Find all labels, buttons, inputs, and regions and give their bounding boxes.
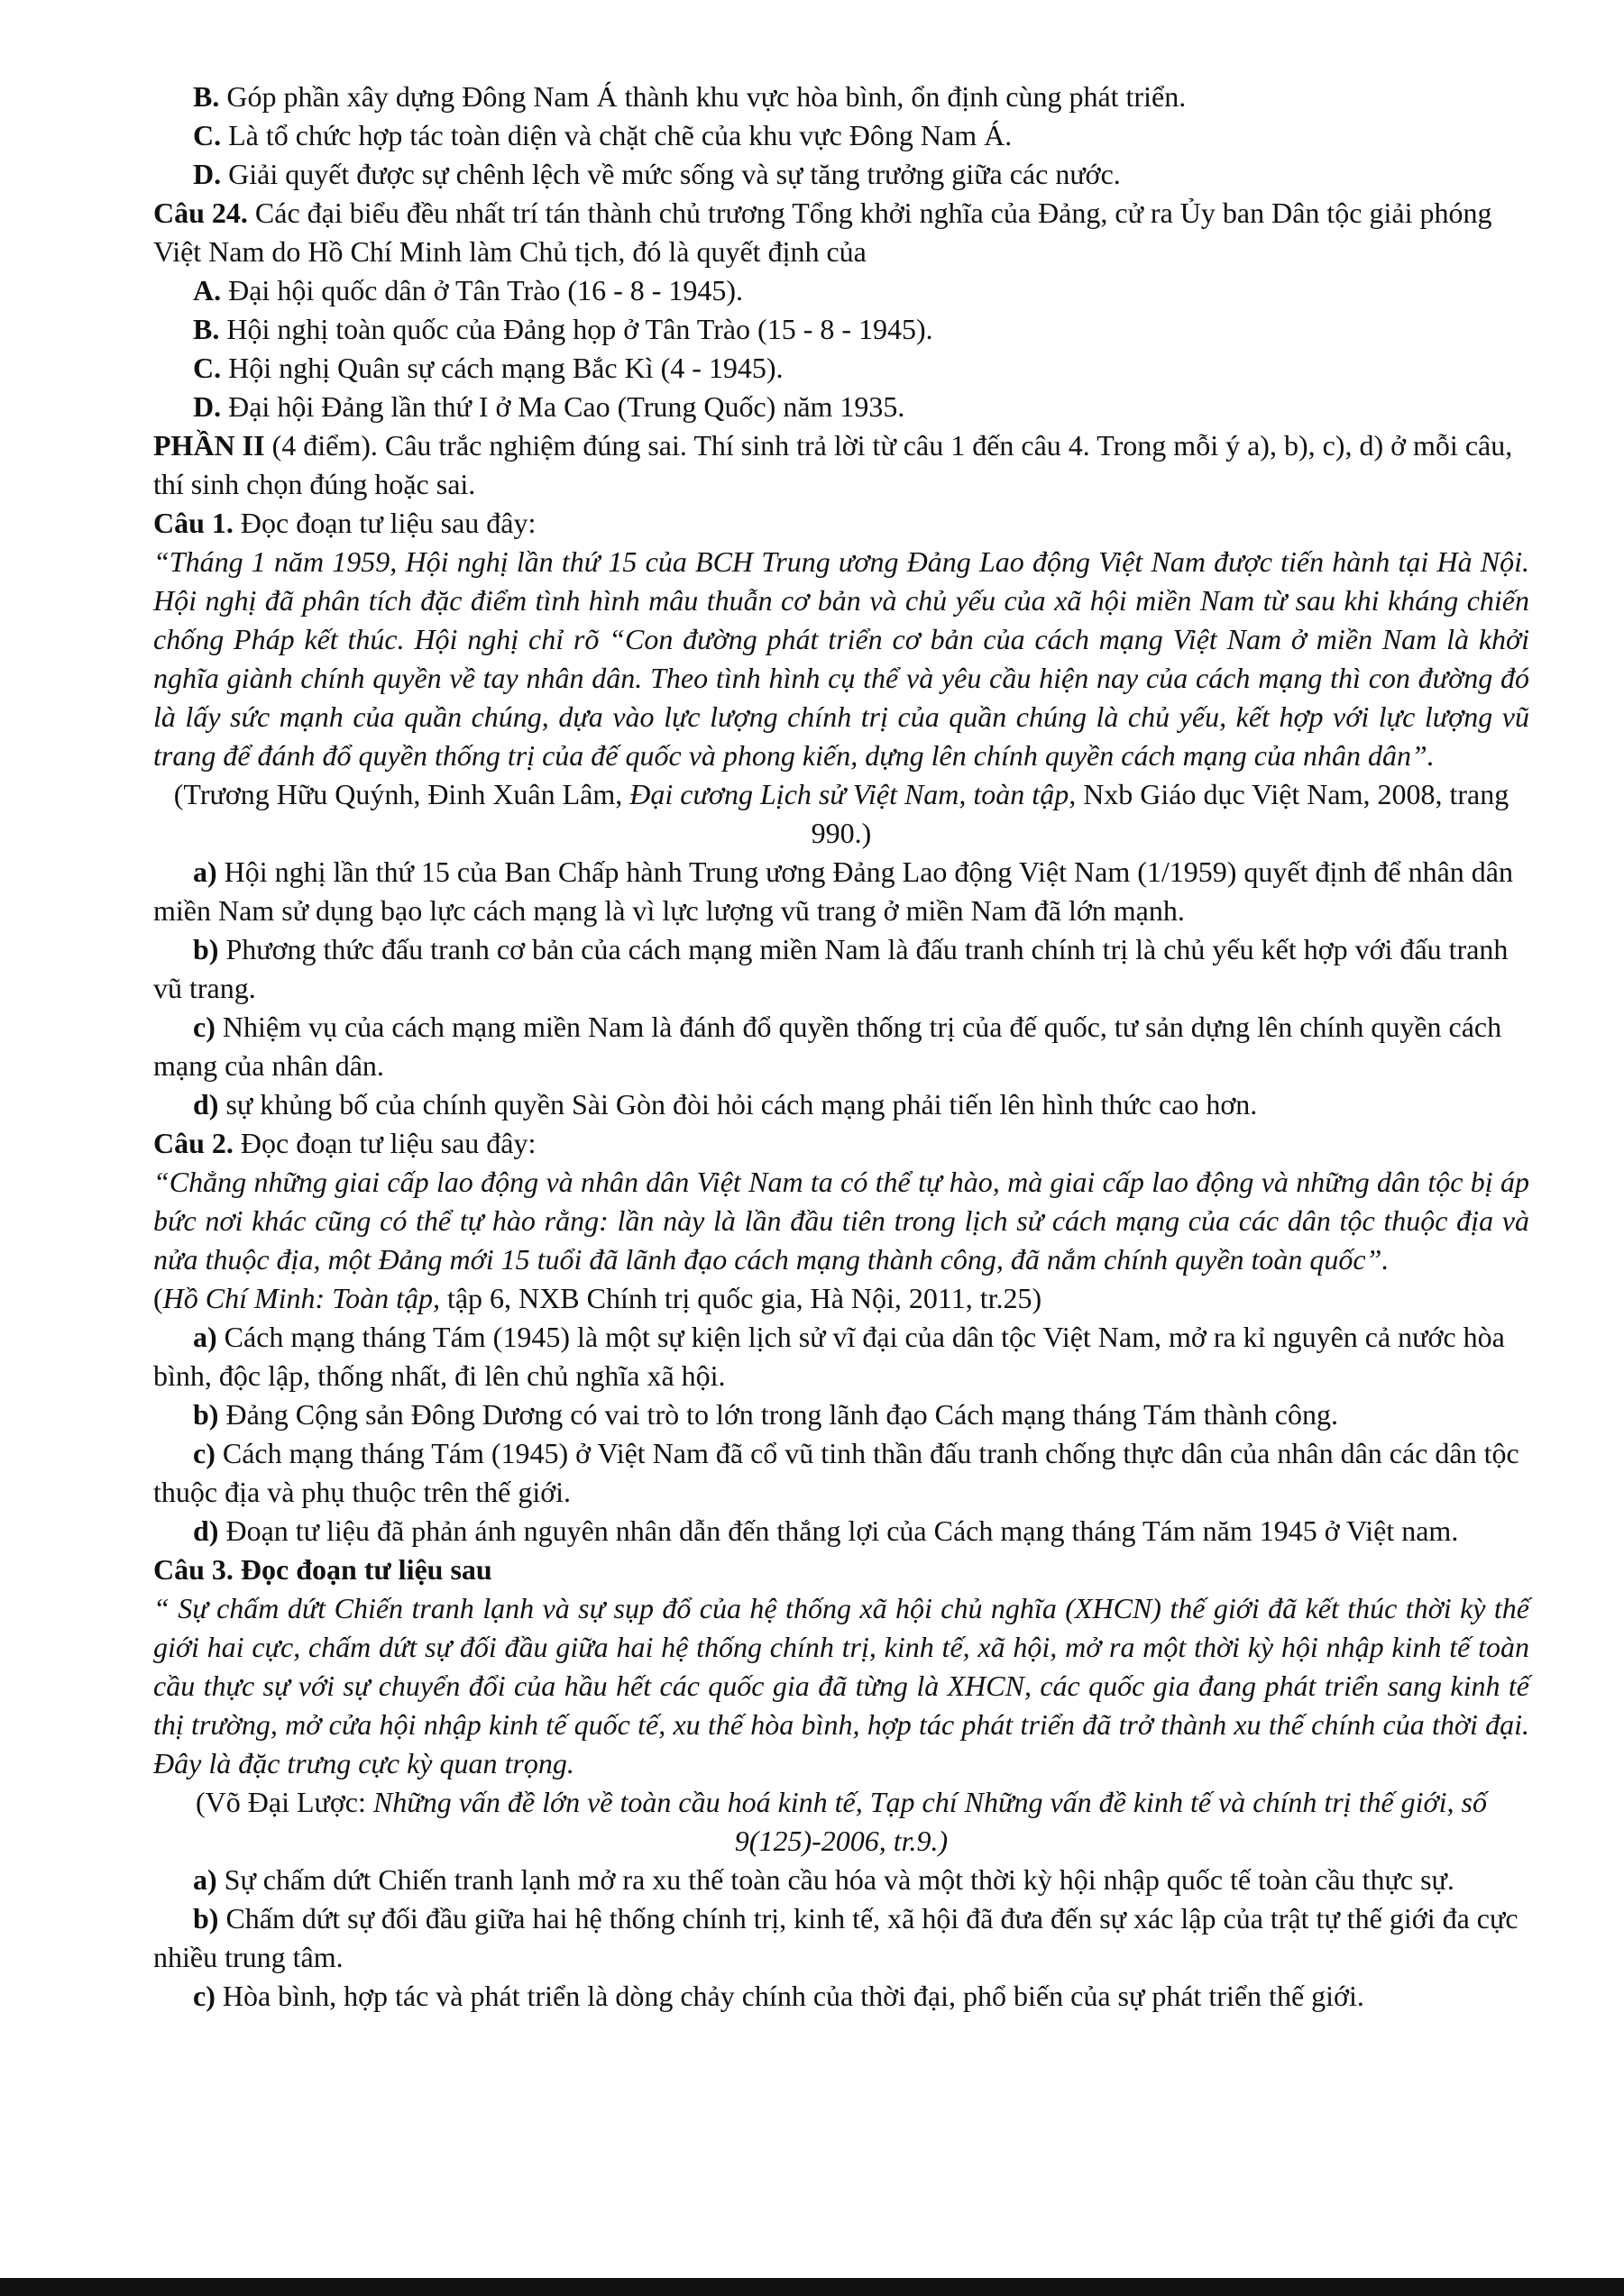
q24-option-a: A. Đại hội quốc dân ở Tân Trào (16 - 8 - 1945). (193, 274, 744, 306)
c3-statement-c: c) Hòa bình, hợp tác và phát triển là dòng chảy chính của thời đại, phổ biến của sự phát triển thế giới. (193, 1980, 1364, 2012)
c2-statement-b: b) Đảng Cộng sản Đông Dương có vai trò to lớn trong lãnh đạo Cách mạng tháng Tám thành công. (193, 1398, 1338, 1431)
q24-option-b: B. Hội nghị toàn quốc của Đảng họp ở Tân Trào (15 - 8 - 1945). (193, 313, 933, 345)
c3-quote: “ Sự chấm dứt Chiến tranh lạnh và sự sụp đổ của hệ thống xã hội chủ nghĩa (XHCN) thế giới đã kết thúc thời kỳ thế giới hai cực, chấm dứt sự đối đầu giữa hai hệ thống chính trị, kinh tế, xã hội, mở ra một thời kỳ hội nhập kinh tế toàn cầu thực sự với sự chuyển đổi của hầu hết các quốc gia đã từng là XHCN, các quốc gia đang phát triển sang kinh tế thị trường, mở cửa hội nhập kinh tế quốc tế, xu thế hòa bình, hợp tác phát triển đã trở thành xu thế chính của thời đại. Đây là đặc trưng cực kỳ quan trọng. (153, 1592, 1529, 1779)
q24-stem: Câu 24. Các đại biểu đều nhất trí tán thành chủ trương Tổng khởi nghĩa của Đảng, cử ra Ủy ban Dân tộc giải phóng Việt Nam do Hồ Chí Minh làm Chủ tịch, đó là quyết định của (153, 197, 1492, 268)
c1-quote: “Tháng 1 năm 1959, Hội nghị lần thứ 15 của BCH Trung ương Đảng Lao động Việt Nam được tiến hành tại Hà Nội. Hội nghị đã phân tích đặc điểm tình hình mâu thuẫn cơ bản và chủ yếu của xã hội miền Nam từ sau khi kháng chiến chống Pháp kết thúc. Hội nghị chỉ rõ “Con đường phát triển cơ bản của cách mạng Việt Nam ở miền Nam là khởi nghĩa giành chính quyền về tay nhân dân. Theo tình hình cụ thể và yêu cầu hiện nay của cách mạng thì con đường đó là lấy sức mạnh của quần chúng, dựa vào lực lượng chính trị của quần chúng là chủ yếu, kết hợp với lực lượng vũ trang để đánh đổ quyền thống trị của đế quốc và phong kiến, dựng lên chính quyền cách mạng của nhân dân”. (153, 545, 1529, 772)
c2-quote: “Chẳng những giai cấp lao động và nhân dân Việt Nam ta có thể tự hào, mà giai cấp lao động và những dân tộc bị áp bức nơi khác cũng có thể tự hào rằng: lần này là lần đầu tiên trong lịch sử cách mạng của các dân tộc thuộc địa và nửa thuộc địa, một Đảng mới 15 tuổi đã lãnh đạo cách mạng thành công, đã nắm chính quyền toàn quốc”. (153, 1166, 1529, 1276)
c1-statement-d: d) sự khủng bố của chính quyền Sài Gòn đòi hỏi cách mạng phải tiến lên hình thức cao hơn. (193, 1088, 1258, 1121)
c1-statement-c: c) Nhiệm vụ của cách mạng miền Nam là đánh đổ quyền thống trị của đế quốc, tư sản dựng lên chính quyền cách mạng của nhân dân. (153, 1011, 1502, 1082)
q24-option-d: D. Đại hội Đảng lần thứ I ở Ma Cao (Trung Quốc) năm 1935. (193, 390, 905, 423)
c3-statement-b: b) Chấm dứt sự đối đầu giữa hai hệ thống chính trị, kinh tế, xã hội đã đưa đến sự xác lập của trật tự thế giới đa cực nhiều trung tâm. (153, 1902, 1518, 1973)
c1-stem: Câu 1. Đọc đoạn tư liệu sau đây: (153, 507, 537, 539)
c2-statement-a: a) Cách mạng tháng Tám (1945) là một sự kiện lịch sử vĩ đại của dân tộc Việt Nam, mở ra kỉ nguyên cả nước hòa bình, độc lập, thống nhất, đi lên chủ nghĩa xã hội. (153, 1321, 1505, 1392)
c3-stem: Câu 3. Đọc đoạn tư liệu sau (153, 1553, 492, 1586)
c1-statement-b: b) Phương thức đấu tranh cơ bản của cách mạng miền Nam là đấu tranh chính trị là chủ yếu kết hợp với đấu tranh vũ trang. (153, 933, 1509, 1004)
c3-statement-a: a) Sự chấm dứt Chiến tranh lạnh mở ra xu thế toàn cầu hóa và một thời kỳ hội nhập quốc tế toàn cầu thực sự. (193, 1863, 1454, 1896)
page-bottom-border (0, 2278, 1624, 2296)
c2-stem: Câu 2. Đọc đoạn tư liệu sau đây: (153, 1127, 537, 1159)
q24-option-c: C. Hội nghị Quân sự cách mạng Bắc Kì (4 - 1945). (193, 352, 784, 384)
c1-source: (Trương Hữu Quýnh, Đinh Xuân Lâm, Đại cương Lịch sử Việt Nam, toàn tập, Nxb Giáo dục Việt Nam, 2008, trang 990.) (173, 778, 1509, 849)
q23-option-d: D. Giải quyết được sự chênh lệch về mức sống và sự tăng trưởng giữa các nước. (193, 158, 1121, 190)
c2-statement-c: c) Cách mạng tháng Tám (1945) ở Việt Nam đã cổ vũ tinh thần đấu tranh chống thực dân của nhân dân các dân tộc thuộc địa và phụ thuộc trên thế giới. (153, 1437, 1519, 1508)
c3-source: (Võ Đại Lược: Những vấn đề lớn về toàn cầu hoá kinh tế, Tạp chí Những vấn đề kinh tế và chính trị thế giới, số 9(125)-2006, tr.9.) (196, 1786, 1487, 1857)
q23-option-b: B. Góp phần xây dựng Đông Nam Á thành khu vực hòa bình, ổn định cùng phát triển. (193, 80, 1187, 113)
c2-source: (Hồ Chí Minh: Toàn tập, tập 6, NXB Chính trị quốc gia, Hà Nội, 2011, tr.25) (153, 1282, 1042, 1314)
c1-statement-a: a) Hội nghị lần thứ 15 của Ban Chấp hành Trung ương Đảng Lao động Việt Nam (1/1959) quyết định để nhân dân miền Nam sử dụng bạo lực cách mạng là vì lực lượng vũ trang ở miền Nam đã lớn mạnh. (153, 855, 1513, 927)
c2-statement-d: d) Đoạn tư liệu đã phản ánh nguyên nhân dẫn đến thắng lợi của Cách mạng tháng Tám năm 1945 ở Việt nam. (193, 1514, 1459, 1547)
q23-option-c: C. Là tổ chức hợp tác toàn diện và chặt chẽ của khu vực Đông Nam Á. (193, 119, 1013, 151)
part-2-heading: PHẦN II (4 điểm). Câu trắc nghiệm đúng sai. Thí sinh trả lời từ câu 1 đến câu 4. Trong mỗi ý a), b), c), d) ở mỗi câu, thí sinh chọn đúng hoặc sai. (153, 429, 1513, 500)
